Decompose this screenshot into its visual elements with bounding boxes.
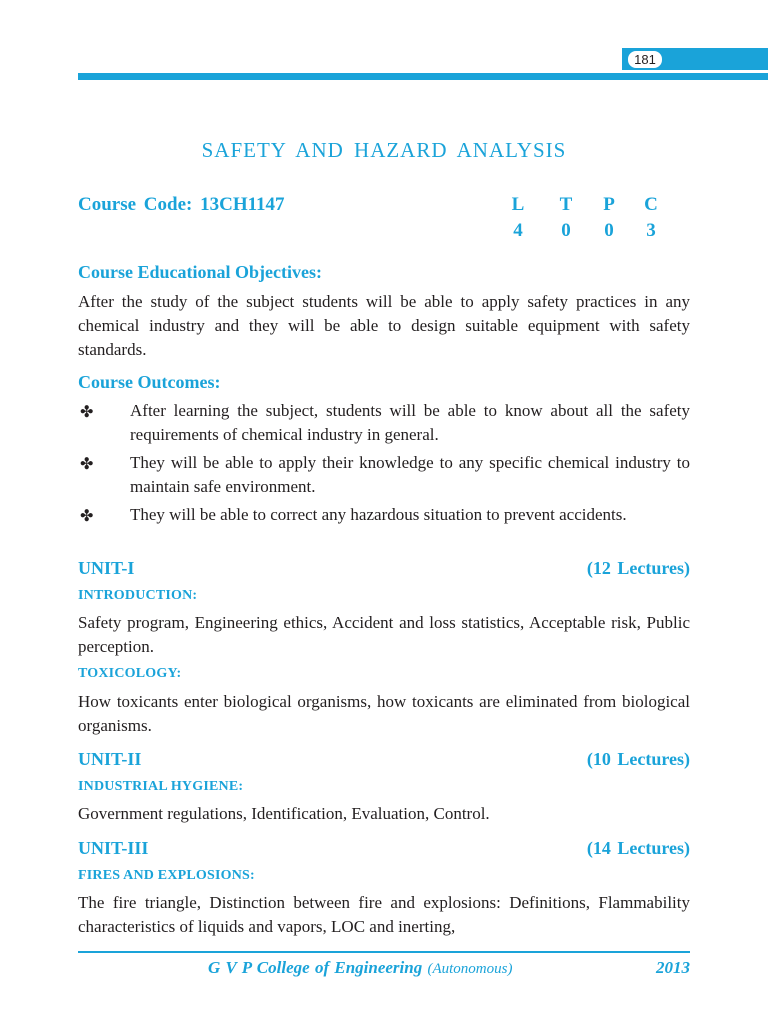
bullet-icon: ✤ [80, 456, 94, 473]
ltpc-value-c: 3 [646, 220, 656, 241]
unit-3-lectures: (14 Lectures) [586, 838, 690, 858]
unit-2-lectures: (10 Lectures) [586, 749, 690, 769]
footer-college [208, 958, 512, 978]
section-heading-fires-explosions: FIRES AND EXPLOSIONS: [78, 868, 255, 883]
footer-college-name: G V P College of Engineering [208, 958, 423, 977]
footer-year: 2013 [656, 958, 690, 977]
bullet-icon: ✤ [80, 404, 94, 421]
bullet-icon: ✤ [80, 508, 94, 525]
ltpc-value-p: 0 [604, 220, 614, 241]
ltpc-header-c: C [644, 194, 658, 215]
unit-3-heading: UNIT-III [78, 838, 149, 858]
section-text-introduction: Safety program, Engineering ethics, Accident and loss statistics, Acceptable risk, Public perception. [78, 613, 690, 656]
unit-1-lectures: (12 Lectures) [586, 558, 690, 578]
unit-1-heading: UNIT-I [78, 558, 135, 578]
ltpc-value-t: 0 [561, 220, 571, 241]
section-heading-industrial-hygiene: INDUSTRIAL HYGIENE: [78, 779, 244, 794]
section-heading-introduction: INTRODUCTION: [78, 588, 198, 603]
section-text-industrial-hygiene: Government regulations, Identification, Evaluation, Control. [78, 804, 490, 823]
outcome-item-2: They will be able to apply their knowledge to any specific chemical industry to maintain safe environment. [130, 453, 690, 496]
outcome-item-1: After learning the subject, students will be able to know about all the safety requirements of chemical industry in general. [130, 401, 690, 444]
footer-rule [78, 951, 690, 953]
ltpc-value-l: 4 [513, 220, 523, 241]
page-title: SAFETY AND HAZARD ANALYSIS [201, 138, 567, 162]
header-rule [78, 73, 768, 80]
outcomes-heading: Course Outcomes: [78, 372, 221, 392]
ltpc-header-p: P [603, 194, 615, 215]
section-text-fires-explosions: The fire triangle, Distinction between fire and explosions: Definitions, Flammability characteristics of liquids and vapors, LOC and inerting, [78, 893, 690, 936]
objectives-heading: Course Educational Objectives: [78, 262, 322, 282]
objectives-text: After the study of the subject students will be able to apply safety practices in any chemical industry and they will be able to design suitable equipment with safety standards. [78, 292, 690, 359]
section-text-toxicology: How toxicants enter biological organisms, how toxicants are eliminated from biological organisms. [78, 692, 690, 735]
footer-autonomous: (Autonomous) [427, 961, 513, 977]
course-code: Course Code: 13CH1147 [78, 194, 285, 215]
ltpc-header-l: L [511, 194, 525, 215]
outcome-item-3: They will be able to correct any hazardous situation to prevent accidents. [130, 505, 627, 524]
section-heading-toxicology: TOXICOLOGY: [78, 666, 182, 681]
ltpc-header-t: T [559, 194, 573, 215]
page-number: 181 [627, 50, 663, 69]
unit-2-heading: UNIT-II [78, 749, 142, 769]
